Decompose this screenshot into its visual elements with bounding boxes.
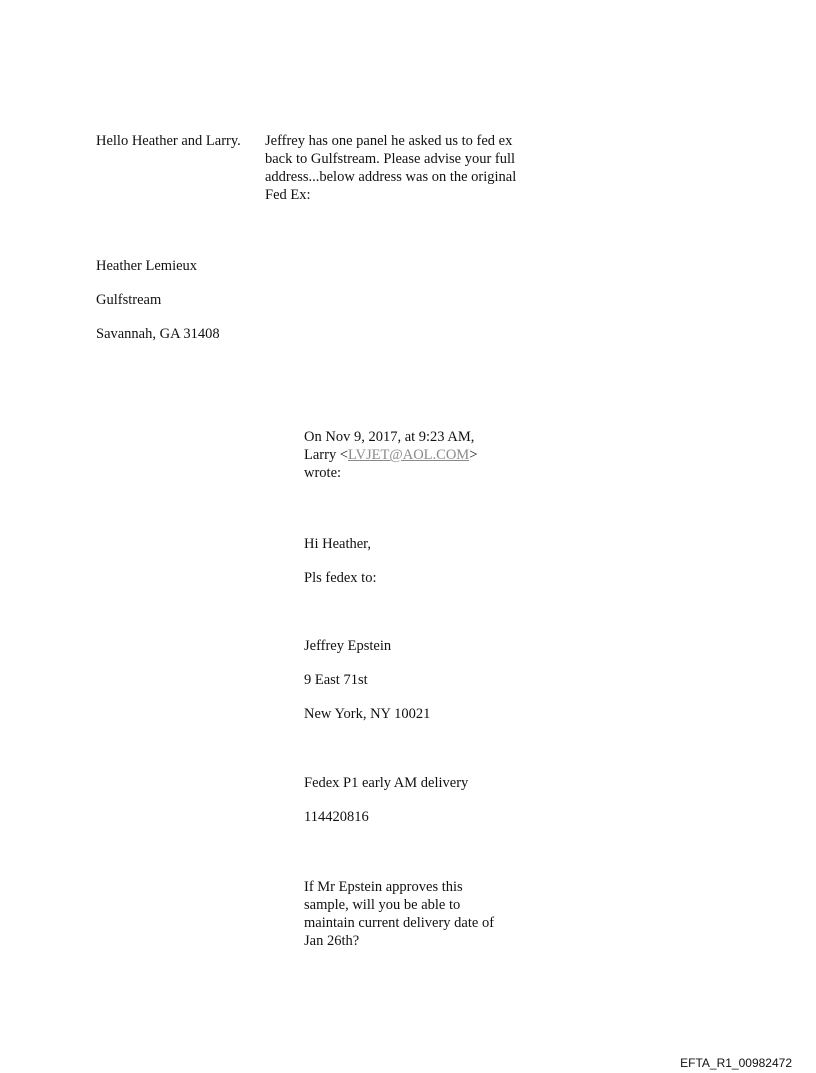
original-address-name: Heather Lemieux [96, 258, 198, 274]
quoted-instruction: Pls fedex to: [304, 570, 377, 586]
ship-to-street: 9 East 71st [304, 672, 368, 688]
quoted-salutation: Hi Heather, [304, 536, 372, 552]
intro-line: address...below address was on the original [265, 169, 517, 185]
question-line: If Mr Epstein approves this [304, 879, 463, 895]
intro-line: Jeffrey has one panel he asked us to fed ex [265, 133, 513, 149]
ship-to-name: Jeffrey Epstein [304, 638, 392, 654]
intro-paragraph [265, 132, 565, 204]
sender-email-link[interactable]: LVJET@AOL.COM [348, 447, 470, 463]
quoted-sender-line [304, 446, 477, 464]
question-line: sample, will you be able to [304, 897, 461, 913]
original-address-city: Savannah, GA 31408 [96, 326, 220, 342]
document-id: EFTA_R1_00982472 [680, 1056, 792, 1070]
question-line: maintain current delivery date of [304, 915, 495, 931]
quoted-wrote-line: wrote: [304, 465, 342, 481]
sender-name: Larry < [304, 447, 349, 463]
intro-line: back to Gulfstream. Please advise your full [265, 151, 516, 167]
sender-bracket: > [469, 447, 478, 463]
quoted-reply-header [304, 428, 477, 482]
ship-to-city: New York, NY 10021 [304, 706, 431, 722]
account-number: 114420816 [304, 809, 369, 825]
quoted-date-line: On Nov 9, 2017, at 9:23 AM, [304, 429, 475, 445]
intro-line: Fed Ex: [265, 187, 311, 203]
question-line: Jan 26th? [304, 933, 360, 949]
greeting-text: Hello Heather and Larry. [96, 133, 241, 149]
shipping-service: Fedex P1 early AM delivery [304, 775, 469, 791]
original-address-company: Gulfstream [96, 292, 162, 308]
delivery-question [304, 878, 494, 950]
